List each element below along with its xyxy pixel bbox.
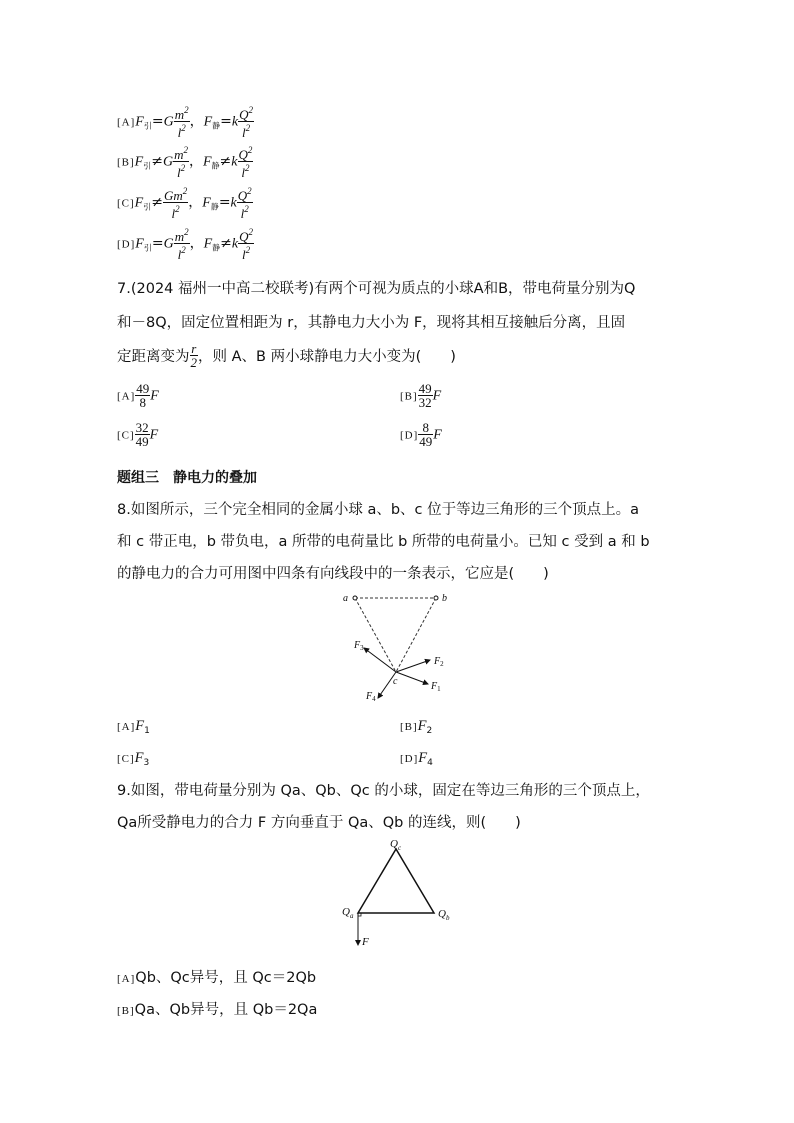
option-tag: [C] (117, 197, 135, 210)
relation: = (218, 194, 231, 211)
ball-b (434, 596, 438, 600)
force-symbol: F (135, 236, 144, 252)
arrow-F1 (396, 672, 428, 684)
q9-figure-triangle (336, 833, 466, 951)
q9-option-A-tag: [A] (117, 973, 136, 985)
q8-option-A (117, 718, 150, 736)
option-tag: [B] (400, 721, 418, 733)
fraction: $\frac{Q^2}{l^2}$ (237, 186, 252, 221)
force-subscript: 引 (143, 121, 152, 131)
q8-line-3: 的静电力的合力可用图中四条有向线段中的一条表示，它应是( ) (117, 566, 549, 582)
ball-a (353, 596, 357, 600)
q6-option-C (117, 185, 253, 220)
q7-line-3-text-a: 定距离变为 (117, 349, 190, 365)
fraction: $\frac{m^2}{l^2}$ (174, 227, 189, 262)
force-subscript: 静 (210, 202, 219, 212)
q7-option-B (400, 382, 441, 409)
relation: = (151, 235, 164, 252)
q8-line-1: 8.如图所示，三个完全相同的金属小球 a、b、c 位于等边三角形的三个顶点上。a (117, 502, 639, 518)
relation: = (220, 113, 232, 130)
q9-option-A (117, 966, 316, 987)
force-subscript: 静 (212, 243, 221, 253)
q9-option-A-text: Qb、Qc异号，且 Qc＝2Qb (135, 970, 317, 986)
force-symbol: F (418, 750, 428, 766)
q9-line-1: 9.如图，带电荷量分别为 Qa、Qb、Qc 的小球，固定在等边三角形的三个顶点上， (117, 783, 650, 799)
q7-option-D (400, 421, 442, 448)
option-tag: [B] (400, 390, 418, 403)
force-symbol: F (134, 195, 144, 211)
constant: G (163, 114, 174, 130)
q9-option-B-text: Qa、Qb异号，且 Qb＝2Qa (134, 1002, 318, 1018)
q7-line-1: 7.(2024 福州一中高二校联考)有两个可视为质点的小球A和B，带电荷量分别为Q (117, 281, 636, 297)
option-tag: [D] (400, 753, 419, 765)
fraction: $\frac{Gm^2}{l^2}$ (163, 186, 188, 221)
force-symbol: F (202, 154, 212, 170)
constant: k (231, 236, 239, 252)
separator: ， (189, 113, 204, 130)
option-tag: [A] (117, 721, 136, 733)
force-subscript: 静 (211, 161, 220, 171)
constant: G (162, 154, 174, 170)
fraction: $\frac{8}{49}$ (419, 420, 433, 449)
label-F2: $F_2$ (434, 656, 444, 668)
q7-fraction-r-2 (190, 342, 199, 369)
fraction: $\frac{Q^2}{l^2}$ (239, 227, 253, 262)
q7-line-2: 和－8Q，固定位置相距为 r，其静电力大小为 F，现将其相互接触后分离，且固 (117, 315, 626, 331)
fraction: $\frac{49}{32}$ (418, 381, 432, 410)
relation: ≠ (219, 153, 232, 170)
group-3-heading: 题组三 静电力的叠加 (117, 470, 257, 486)
q7-line-3-text-b: ，则 A、B 两小球静电力大小变为( ) (198, 349, 456, 365)
fraction: $\frac{32}{49}$ (135, 420, 149, 449)
q8-option-C (117, 750, 149, 768)
label-F3: $F_3$ (354, 640, 364, 652)
dashed-line-ac (355, 598, 396, 672)
q7-line-3 (117, 342, 456, 369)
label-Qa: $Q_a$ (342, 906, 354, 920)
q8-figure-triangle-forces (330, 588, 460, 708)
q7-option-C (117, 421, 158, 448)
force-subscript: 引 (143, 161, 152, 171)
q9-option-B (117, 998, 317, 1019)
label-Qc: $Q_c$ (390, 838, 402, 852)
force-symbol: F (203, 114, 213, 130)
constant: k (230, 195, 237, 211)
force-subscript: 引 (143, 202, 152, 212)
q6-option-D (117, 226, 254, 261)
force-symbol: F (150, 388, 159, 404)
q8-option-D (400, 750, 433, 768)
q7-frac-den: 2 (190, 355, 197, 370)
q6-option-A (117, 104, 254, 139)
equilateral-triangle (358, 849, 434, 913)
relation: ≠ (151, 194, 163, 211)
constant: G (163, 236, 174, 252)
label-b: b (442, 593, 447, 604)
option-tag: [A] (117, 116, 136, 129)
label-Qb: $Q_b$ (438, 908, 450, 922)
q7-option-A (117, 382, 159, 409)
label-a: a (343, 593, 348, 604)
fraction: $\frac{m^2}{l^2}$ (174, 145, 188, 180)
fraction: $\frac{Q^2}{l^2}$ (239, 105, 253, 140)
option-tag: [C] (117, 429, 135, 442)
q9-line-2: Qa所受静电力的合力 F 方向垂直于 Qa、Qb 的连线，则( ) (117, 815, 521, 831)
dashed-line-bc (396, 598, 436, 672)
option-tag: [D] (400, 429, 419, 442)
q6-option-B (117, 144, 253, 179)
separator: ， (189, 235, 204, 252)
relation: ≠ (151, 153, 163, 170)
force-subscript: 1 (144, 726, 150, 736)
option-tag: [C] (117, 753, 135, 765)
q9-option-B-tag: [B] (117, 1005, 135, 1017)
force-symbol: F (149, 427, 159, 443)
force-symbol: F (433, 427, 442, 443)
q8-line-2: 和 c 带正电，b 带负电，a 所带的电荷量比 b 所带的电荷量小。已知 c 受到 a 和 b (117, 534, 650, 550)
label-F: F (362, 936, 369, 948)
label-c: c (393, 676, 398, 687)
q8-option-B (400, 718, 432, 736)
relation: = (151, 113, 164, 130)
separator: ， (188, 194, 203, 211)
force-symbol: F (134, 750, 144, 766)
force-symbol: F (135, 718, 145, 734)
fraction: $\frac{m^2}{l^2}$ (174, 105, 189, 140)
constant: k (231, 154, 238, 170)
q7-frac-num: r (191, 341, 197, 356)
force-symbol: F (432, 388, 442, 404)
force-symbol: F (135, 114, 144, 130)
force-symbol: F (134, 154, 144, 170)
force-symbol: F (417, 718, 427, 734)
force-subscript: 4 (427, 758, 433, 768)
relation: ≠ (220, 235, 232, 252)
arrow-F3 (364, 648, 396, 672)
option-tag: [B] (117, 156, 135, 169)
label-F4: $F_4$ (366, 691, 376, 703)
force-subscript: 静 (212, 121, 221, 131)
fraction: $\frac{49}{8}$ (136, 381, 150, 410)
fraction: $\frac{Q^2}{l^2}$ (238, 145, 253, 180)
force-subscript: 引 (143, 243, 152, 253)
force-subscript: 2 (426, 726, 433, 736)
separator: ， (188, 153, 203, 170)
force-symbol: F (203, 236, 213, 252)
force-subscript: 3 (143, 758, 150, 768)
label-F1: $F_1$ (431, 681, 441, 693)
option-tag: [D] (117, 238, 136, 251)
option-tag: [A] (117, 390, 136, 403)
force-symbol: F (202, 195, 211, 211)
constant: k (231, 114, 239, 130)
